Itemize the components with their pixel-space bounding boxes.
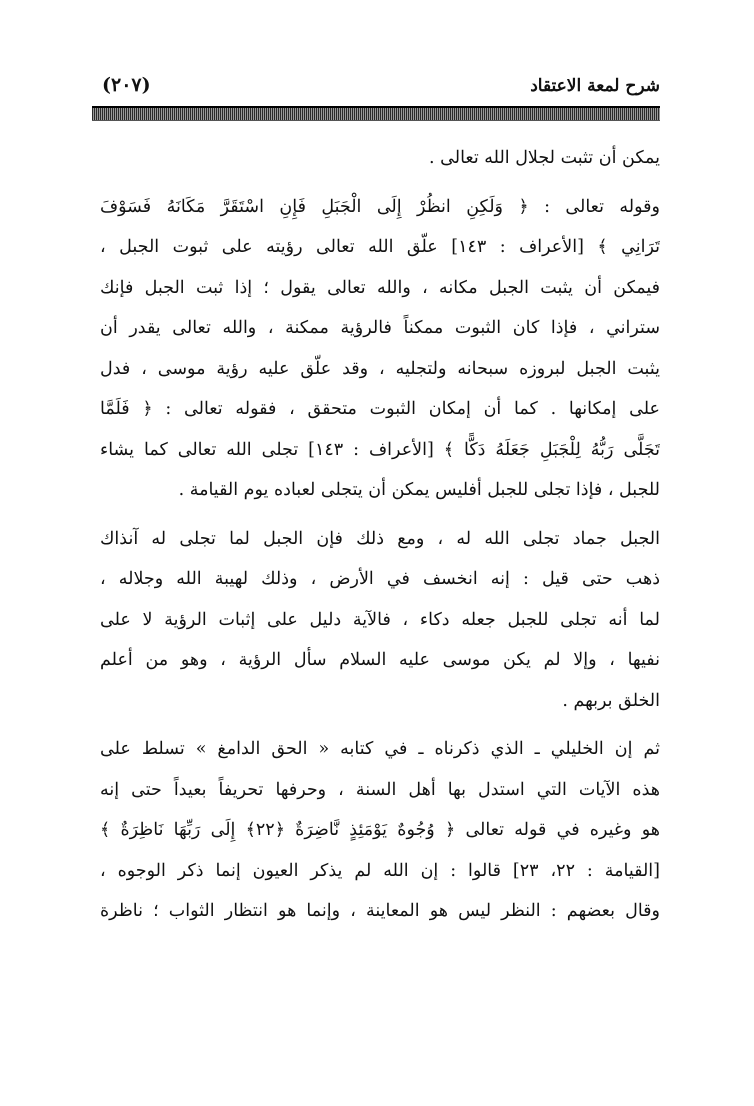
text-line: ذهب حتى قيل : إنه انخسف في الأرض ، وذلك لهيبة الله وجلاله ، xyxy=(100,569,660,589)
text-line: ستراني ، فإذا كان الثبوت ممكناً فالرؤية ممكنة ، والله تعالى يقدر أن xyxy=(100,318,660,338)
paragraph xyxy=(100,138,660,179)
text-line: لما أنه تجلى للجبل جعله دكاء ، فالآية دليل على إثبات الرؤية لا على xyxy=(100,609,660,630)
text-line: يثبت الجبل لبروزه سبحانه ولتجليه ، وقد علّق عليه رؤية موسى ، فدل xyxy=(100,358,660,379)
text-line: للجبل ، فإذا تجلى للجبل أفليس يمكن أن يتجلى لعباده يوم القيامة . xyxy=(178,480,660,500)
text-line: فيمكن أن يثبت الجبل مكانه ، والله تعالى يقول ؛ إذا ثبت الجبل فإنك xyxy=(100,277,660,298)
text-line: [القيامة : ٢٢، ٢٣] قالوا : إن الله لم يذكر العيون إنما ذكر الوجوه ، xyxy=(100,860,660,881)
text-line: هو وغيره في قوله تعالى ﴿ وُجُوهٌ يَوْمَئِذٍ نَّاضِرَةٌ ﴿٢٢﴾ إِلَى رَبِّهَا نَاظِرَةٌ ﴾ xyxy=(100,820,660,840)
running-title: شرح لمعة الاعتقاد xyxy=(530,76,660,96)
text-line: نفيها ، وإلا لم يكن موسى عليه السلام سأل الرؤية ، وهو من أعلم xyxy=(100,650,660,670)
paragraph xyxy=(100,187,660,511)
text-line: ثم إن الخليلي ـ الذي ذكرناه ـ في كتابه « الحق الدامغ » تسلط على xyxy=(100,739,660,759)
page-header xyxy=(92,72,660,102)
text-line: وقال بعضهم : النظر ليس هو المعاينة ، وإنما هو انتظار الثواب ؛ ناظرة xyxy=(100,901,660,921)
text-line: تَرَانِي ﴾ [الأعراف : ١٤٣] علّق الله تعالى رؤيته على ثبوت الجبل ، xyxy=(100,237,660,257)
paragraph xyxy=(100,729,660,932)
text-line: يمكن أن تثبت لجلال الله تعالى . xyxy=(429,148,660,168)
text-line: على إمكانها . كما أن إمكان الثبوت متحقق ، فقوله تعالى : ﴿ فَلَمَّا xyxy=(100,399,660,419)
paragraph xyxy=(100,519,660,722)
text-line: وقوله تعالى : ﴿ وَلَكِنِ انظُرْ إِلَى الْجَبَلِ فَإِنِ اسْتَقَرَّ مَكَانَهُ فَسَوْفَ xyxy=(100,196,660,217)
text-line: هذه الآيات التي استدل بها أهل السنة ، وحرفها تحريفاً بعيداً حتى إنه xyxy=(100,779,660,800)
text-line: تَجَلَّى رَبُّهُ لِلْجَبَلِ جَعَلَهُ دَكًّا ﴾ [الأعراف : ١٤٣] تجلى الله تعالى كما يشاء xyxy=(100,439,660,460)
header-rule xyxy=(92,106,660,121)
text-line: الخلق بربهم . xyxy=(562,690,660,711)
page-number: (٢٠٧) xyxy=(102,74,151,96)
body-text xyxy=(100,138,660,932)
text-line: الجبل جماد تجلى الله له ، ومع ذلك فإن الجبل لما تجلى له آنذاك xyxy=(100,528,660,549)
